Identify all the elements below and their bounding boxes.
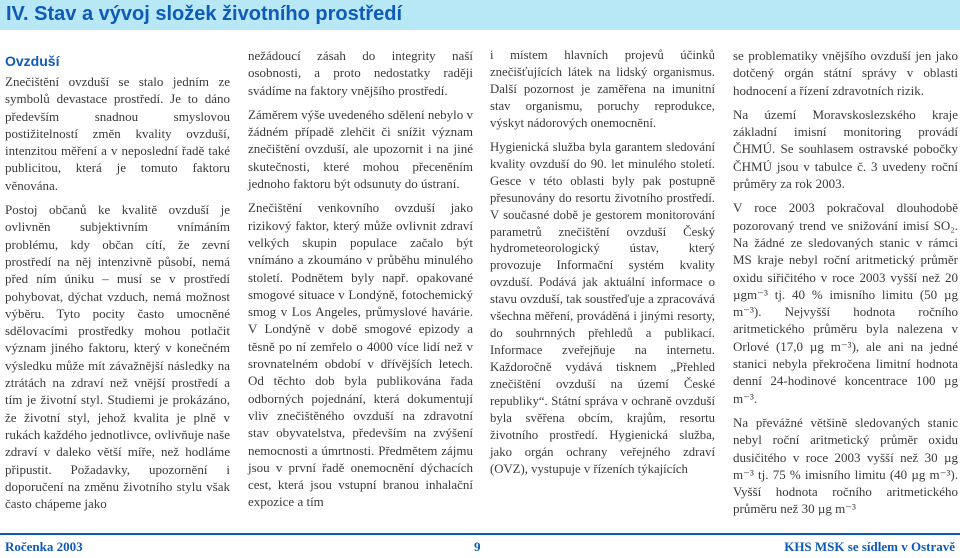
chapter-header [0,0,960,30]
paragraph: Postoj občanů ke kvalitě ovzduší je ovlivněn subjektivním vnímáním problému, kdy občan cítí, že zevní prostředí na něj intenzivně působí, nemá před ním úniku – musí se v prostředí pohybovat, dýchat vzduch, nemá možnost výběru. Tyto pocity často umocněné sdělovacími prostředky mohou potlačit význam jiného faktoru, který v konečném výsledku může mít závažnější následky na ztrátách na zdraví než vnější prostředí a tím je životní styl. Studiemi je prokázáno, že životní styl, jehož kvalita je plně v rukách každého jednotlivce, ovlivňuje naše zdraví v daleko větší míře, než hodláme připustit. Požadavky, upozornění i doporučení na změnu životního stylu však často chápeme jako [5,202,230,512]
paragraph: Na území Moravskoslezského kraje základní imisní monitoring provádí ČHMÚ. Se souhlasem ostravské pobočky ČHMÚ jsou v tabulce č. 3 uvedeny roční průměry za rok 2003. [733,106,958,192]
text-column-2 [248,47,473,518]
paragraph: Hygienická služba byla garantem sledování kvality ovzduší do 90. let minulého století. Gesce v této oblasti byly pak postupně přesunovány do resortu životního prostředí. V současné době je gestorem monitorování parametrů znečištění ovzduší Český hydrometeorologický ústav, který provozuje Informační systém kvality ovzduší. Podává jak aktuální informace o stavu ovzduší, tak soustřeďuje a zpracovává všechna měření, prováděná i jinými resorty, do souhrnných přehledů a publikací. Informace zveřejňuje na internetu. Každoročně vydává tisknem „Přehled znečištění ovzduší na území České republiky“. Státní správa v ochraně ovzduší byla svěřena obcím, krajům, resortu životního prostředí. Hygienická služba, jako orgán ochrany veřejného zdraví (OVZ), vystupuje v řízeních týkajících [490,139,715,476]
paragraph: i místem hlavních projevů účinků znečišťujících látek na lidský organismus. Další pozornost je zaměřena na imunitní stav organismu, poruchy reprodukce, výskyt nádorových onemocnění. [490,48,715,130]
text-column-4 [733,47,958,525]
paragraph: Znečištění ovzduší se stalo jedním ze symbolů devastace prostředí. Je to dáno především snadnou smyslovou postižitelností změn kvality ovzduší, intenzitou měření a v neposlední řadě také publicitou, která je tomuto faktoru věnována. [5,74,230,193]
text-column-1 [5,52,230,519]
paragraph: Znečištění venkovního ovzduší jako rizikový faktor, který může ovlivnit zdraví velkých skupin populace začalo být vnímáno a zkoumáno v průběhu minulého století. Podnětem byly např. opakované smogové situace v Londýně, fotochemický smog v Los Angeles, průmyslové havárie. V Londýně v době smogové epizody a těsně po ní zemřelo o 4000 více lidí než v srovnatelném období v dřívějších letech. Od těchto dob byla publikována řada odborných pojednání, která dokumentují vliv znečištěného ovzduší na zdravotní stav obyvatelstva, především na zvýšení nemocnosti a úmrtnosti. Předmětem zájmu jsou v první řadě onemocnění dýchacích cest, která jsou vstupní branou inhalační expozice a tím [248,200,473,510]
paragraph: V roce 2003 pokračoval dlouhodobě pozorovaný trend ve snižování imisí SO₂. Na žádné ze sledovaných stanic v rámci MS kraje nebyl roční aritmetický průměr oxidu siřičitého v roce 2003 vyšší než 20 µgm⁻³ tj. 40 % imisního limitu (50 µg m⁻³). Nejvyšší hodnota ročního aritmetického průměru byla nalezena v Orlové (17,0 µg m⁻³), ale ani na jedné stanici nebyla překročena limitní hodnota denní 24-hodinové koncentrace 100 µg m⁻³. [733,200,958,406]
paragraph: Záměrem výše uvedeného sdělení nebylo v žádném případě zlehčit či snížit význam znečištění ovzduší, ale upozornit i na jiné skutečnosti, které mohou přeceněním jednoho faktoru být odsunuty do ústraní. [248,106,473,192]
page-number: 9 [474,539,481,554]
footer-divider [0,533,960,535]
footer-yearbook: Ročenka 2003 [5,539,83,554]
section-title: Ovzduší [5,53,60,69]
paragraph: Na převážné většině sledovaných stanic nebyl roční aritmetický průměr oxidu dusičitého v roce 2003 vyšší než 30 µg m⁻³ tj. 75 % imisního limitu (40 µg m⁻³). Vyšší hodnota ročního aritmetického průměru než 30 µg m⁻³ [733,414,958,517]
chapter-title: IV. Stav a vývoj složek životního prostředí [6,3,403,25]
text-column-3 [490,47,715,485]
paragraph: nežádoucí zásah do integrity naší osobnosti, a proto nedostatky raději svádíme na faktory vnějšího prostředí. [248,48,473,98]
footer-publisher: KHS MSK se sídlem v Ostravě [784,539,955,554]
paragraph: se problematiky vnějšího ovzduší jen jako dotčený orgán státní správy v oblasti hodnocení a řízení zdravotních rizik. [733,48,958,98]
